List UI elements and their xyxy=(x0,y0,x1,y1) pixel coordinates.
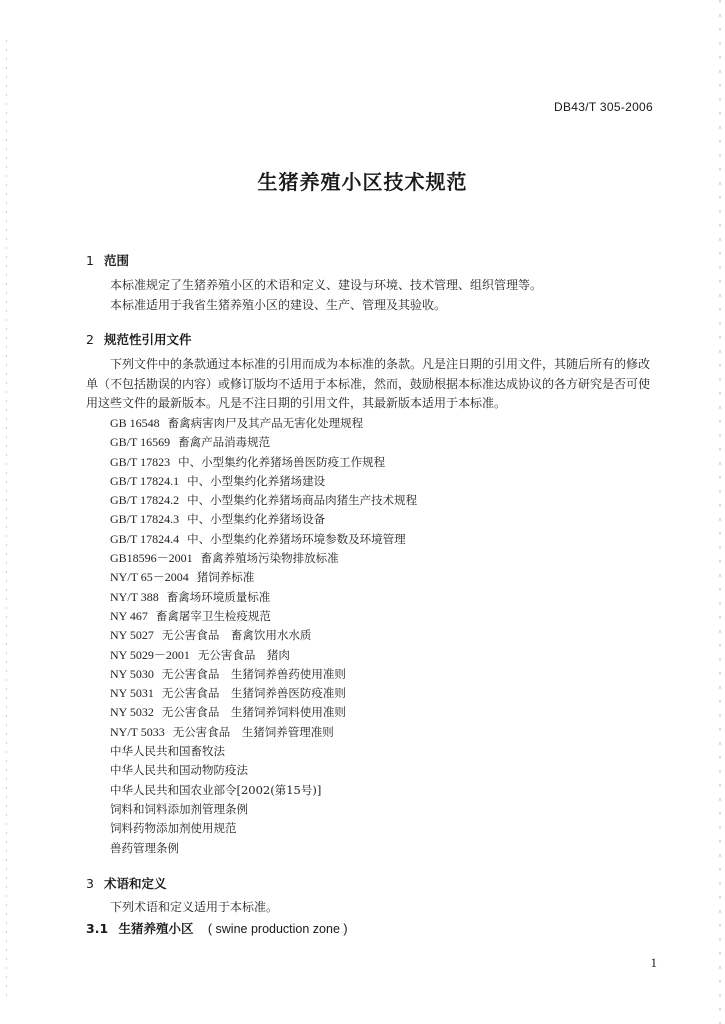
section-3-intro xyxy=(86,898,658,918)
reference-title: 无公害食品 生猪饲养兽药使用准则 xyxy=(161,666,346,681)
reference-title: 中华人民共和国动物防疫法 xyxy=(110,763,248,778)
reference-title: 畜禽养殖场污染物排放标准 xyxy=(200,551,339,566)
reference-code: GB18596－2001 xyxy=(110,551,193,566)
reference-code: GB 16548 xyxy=(110,416,160,430)
reference-code: NY 467 xyxy=(110,608,148,623)
section-title: 术语和定义 xyxy=(104,876,167,891)
paragraph: 本标准规定了生猪养殖小区的术语和定义、建设与环境、技术管理、组织管理等。 xyxy=(110,278,543,292)
reference-code: GB/T 17824.3 xyxy=(110,512,180,527)
reference-title: 无公害食品 猪肉 xyxy=(197,647,290,662)
reference-code: GB/T 17824.1 xyxy=(110,473,180,488)
reference-title: 畜禽场环境质量标准 xyxy=(166,589,271,604)
reference-item xyxy=(110,665,417,684)
section-1-body xyxy=(86,276,658,315)
reference-item xyxy=(110,607,417,626)
section-number: 3 xyxy=(86,876,94,891)
document-title: 生猪养殖小区技术规范 xyxy=(257,170,468,194)
reference-title: 中、小型集约化养猪场兽医防疫工作规程 xyxy=(178,454,386,469)
reference-title: 畜禽病害肉尸及其产品无害化处理规程 xyxy=(167,416,364,430)
term-chinese: 生猪养殖小区 xyxy=(118,921,194,936)
paragraph: 本标准适用于我省生猪养殖小区的建设、生产、管理及其验收。 xyxy=(110,297,447,312)
reference-item xyxy=(110,414,417,433)
standard-code: DB43/T 305-2006 xyxy=(553,100,653,114)
reference-title: 中、小型集约化养猪场环境参数及环境管理 xyxy=(187,531,406,546)
reference-code: NY 5031 xyxy=(110,686,154,701)
reference-title: 无公害食品 生猪饲养管理准则 xyxy=(172,724,334,739)
scan-edge-marks-right xyxy=(719,0,721,1024)
reference-code: NY 5029－2001 xyxy=(110,647,190,662)
reference-item xyxy=(110,781,417,800)
subsection-3-1 xyxy=(86,919,348,937)
reference-item xyxy=(110,742,417,761)
reference-item xyxy=(110,800,417,819)
reference-title: 无公害食品 生猪饲养兽医防疫准则 xyxy=(161,686,346,701)
reference-code: GB/T 16569 xyxy=(110,435,171,450)
reference-code: GB/T 17823 xyxy=(110,454,171,469)
reference-title: 饲料和饲料添加剂管理条例 xyxy=(110,801,248,816)
section-title: 规范性引用文件 xyxy=(104,332,192,347)
reference-item xyxy=(110,626,417,645)
reference-title: 无公害食品 畜禽饮用水水质 xyxy=(161,628,312,643)
subsection-number: 3.1 xyxy=(86,921,109,936)
reference-item xyxy=(110,723,417,742)
section-1-heading xyxy=(86,251,129,269)
reference-code: NY/T 388 xyxy=(110,589,159,604)
reference-item xyxy=(110,819,417,838)
section-3-heading xyxy=(86,874,167,892)
term-english: ( swine production zone ) xyxy=(207,922,348,936)
section-2-heading xyxy=(86,330,192,348)
reference-title: 中、小型集约化养猪场设备 xyxy=(187,512,326,527)
reference-item xyxy=(110,761,417,780)
reference-item xyxy=(110,549,417,568)
reference-title: 畜禽屠宰卫生检疫规范 xyxy=(155,608,271,623)
section-number: 1 xyxy=(86,253,94,268)
reference-title: 畜禽产品消毒规范 xyxy=(178,435,271,450)
section-title: 范围 xyxy=(104,253,130,268)
reference-item xyxy=(110,491,417,510)
reference-item xyxy=(110,568,417,587)
reference-title: 无公害食品 生猪饲养饲料使用准则 xyxy=(161,705,346,720)
reference-item xyxy=(110,433,417,452)
reference-item xyxy=(110,703,417,722)
reference-title: 中、小型集约化养猪场建设 xyxy=(187,473,326,488)
reference-list xyxy=(110,414,417,858)
reference-item xyxy=(110,684,417,703)
reference-title: 饲料药物添加剂使用规范 xyxy=(110,821,237,836)
reference-title: 猪饲养标准 xyxy=(196,570,255,585)
reference-code: NY/T 65－2004 xyxy=(110,570,189,585)
reference-title: 中华人民共和国畜牧法 xyxy=(110,744,225,759)
reference-item xyxy=(110,839,417,858)
reference-code: NY 5032 xyxy=(110,705,154,720)
reference-title: 兽药管理条例 xyxy=(110,840,179,855)
paragraph: 下列术语和定义适用于本标准。 xyxy=(110,900,279,914)
reference-title: 中、小型集约化养猪场商品肉猪生产技术规程 xyxy=(187,493,418,508)
reference-item xyxy=(110,646,417,665)
reference-code: GB/T 17824.2 xyxy=(110,493,180,508)
reference-item xyxy=(110,510,417,529)
reference-item xyxy=(110,472,417,491)
reference-title: 中华人民共和国农业部令[2002(第15号)] xyxy=(110,782,322,797)
page-number: 1 xyxy=(650,955,657,970)
reference-code: NY/T 5033 xyxy=(110,724,165,739)
reference-item xyxy=(110,530,417,549)
section-2-intro: 下列文件中的条款通过本标准的引用而成为本标准的条款。凡是注日期的引用文件，其随后所有的修改单（不包括勘误的内容）或修订版均不适用于本标准，然而，鼓励根据本标准达成协议的各方研究是否可使用这些文件的最新版本。凡是不注日期的引用文件，其最新版本适用于本标准。 xyxy=(86,357,651,410)
reference-code: NY 5027 xyxy=(110,628,154,643)
reference-code: GB/T 17824.4 xyxy=(110,531,180,546)
reference-item xyxy=(110,588,417,607)
reference-code: NY 5030 xyxy=(110,666,154,681)
reference-item xyxy=(110,453,417,472)
section-number: 2 xyxy=(86,332,94,347)
